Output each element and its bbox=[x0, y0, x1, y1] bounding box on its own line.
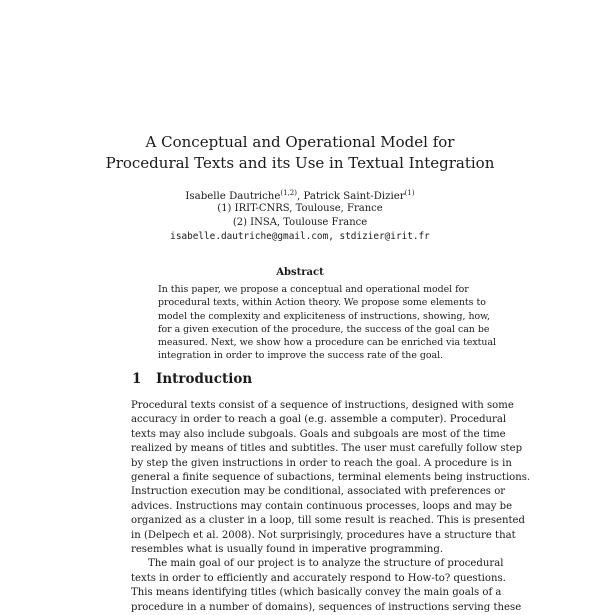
body-line: in (Delpech et al. 2008). Not surprisingly, procedures have a structure that bbox=[131, 529, 516, 541]
section-number: 1 bbox=[132, 371, 142, 387]
abstract-line: procedural texts, within Action theory. We propose some elements to bbox=[158, 297, 486, 309]
body-line: procedure in a number of domains), sequences of instructions serving these bbox=[131, 601, 522, 613]
body-line: accuracy in order to reach a goal (e.g. assemble a computer). Procedural bbox=[131, 414, 507, 426]
abstract-line: model the complexity and expliciteness of instructions, showing, how, bbox=[158, 310, 491, 322]
author-affiliation-mark: (1,2) bbox=[280, 189, 297, 197]
title-line-1: A Conceptual and Operational Model for bbox=[145, 133, 455, 151]
body-line: The main goal of our project is to analyze the structure of procedural bbox=[148, 558, 504, 570]
section-heading bbox=[132, 371, 252, 387]
body-line: Procedural texts consist of a sequence of instructions, designed with some bbox=[131, 400, 514, 411]
author-name: Isabelle Dautriche bbox=[185, 191, 281, 202]
section-body bbox=[131, 399, 531, 615]
author-emails: isabelle.dautriche@gmail.com, stdizier@irit.fr bbox=[170, 231, 430, 242]
body-line: Instruction execution may be conditional, associated with preferences or bbox=[131, 486, 506, 498]
body-line: texts in order to efficiently and accurately respond to How-to? questions. bbox=[131, 572, 506, 584]
body-line: texts may also include subgoals. Goals and subgoals are most of the time bbox=[131, 428, 506, 440]
abstract-heading: Abstract bbox=[276, 267, 324, 278]
body-line: by step the given instructions in order to reach the goal. A procedure is in bbox=[131, 457, 512, 469]
affiliation: (1) IRIT-CNRS, Toulouse, France bbox=[217, 203, 383, 214]
abstract-line: In this paper, we propose a conceptual and operational model for bbox=[158, 284, 469, 295]
affiliation: (2) INSA, Toulouse France bbox=[232, 217, 368, 228]
body-line: resembles what is usually found in imperative programming. bbox=[131, 544, 444, 556]
author-name: Patrick Saint-Dizier bbox=[303, 191, 405, 202]
abstract-line: integration in order to improve the success rate of the goal. bbox=[158, 350, 444, 362]
body-line: general a finite sequence of subactions, terminal elements being instructions. bbox=[131, 472, 531, 484]
body-line: organized as a cluster in a loop, till some result is reached. This is presented bbox=[131, 515, 525, 527]
abstract-body bbox=[158, 283, 497, 363]
abstract-line: for a given execution of the procedure, the success of the goal can be bbox=[158, 323, 490, 335]
body-line: This means identifying titles (which basically convey the main goals of a bbox=[131, 587, 502, 599]
author-affiliation-mark: (1) bbox=[404, 189, 415, 197]
author-separator: , bbox=[297, 191, 304, 202]
section-title: Introduction bbox=[156, 371, 253, 387]
abstract-line: measured. Next, we show how a procedure can be enriched via textual bbox=[158, 337, 497, 349]
body-line: advices. Instructions may contain continuous processes, loops and may be bbox=[131, 500, 513, 512]
body-line: realized by means of titles and subtitles. The user must carefully follow step bbox=[131, 443, 523, 455]
title-line-2: Procedural Texts and its Use in Textual Integration bbox=[105, 154, 495, 172]
paper-title bbox=[100, 132, 500, 174]
